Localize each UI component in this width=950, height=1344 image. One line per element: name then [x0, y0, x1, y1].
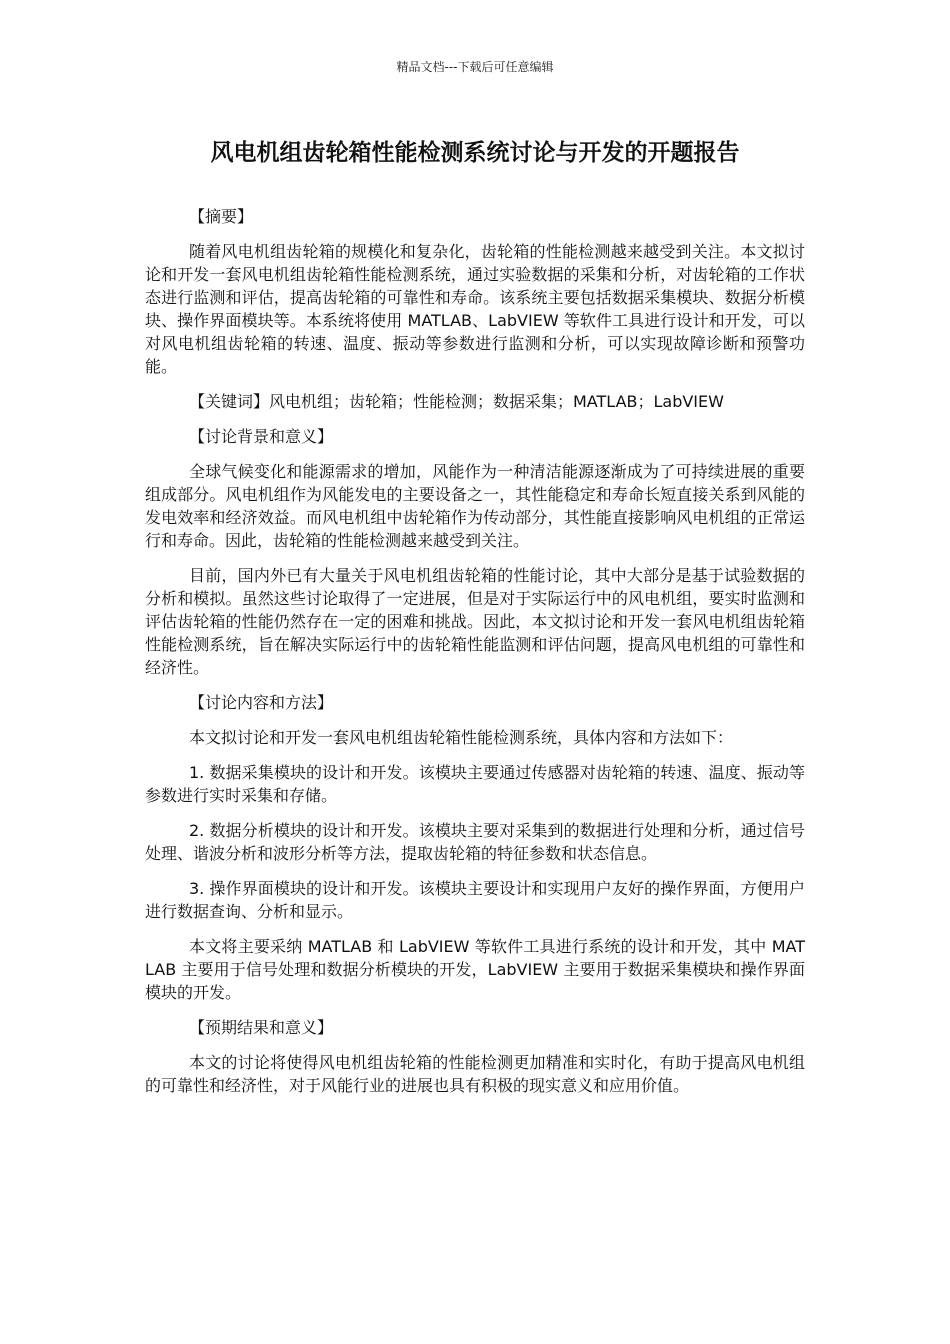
header-note: 精品文档---下载后可任意编辑	[396, 60, 554, 74]
methods-item-2: 2. 数据分析模块的设计和开发。该模块主要对采集到的数据进行处理和分析，通过信号处理、谐波分析和波形分析等方法，提取齿轮箱的特征参数和状态信息。	[145, 821, 805, 863]
methods-item-3: 3. 操作界面模块的设计和开发。该模块主要设计和实现用户友好的操作界面，方便用户进行数据查询、分析和显示。	[145, 879, 805, 921]
abstract-heading: 【摘要】	[189, 207, 254, 226]
methods-heading: 【讨论内容和方法】	[189, 693, 334, 712]
methods-intro: 本文拟讨论和开发一套风电机组齿轮箱性能检测系统，具体内容和方法如下：	[189, 728, 734, 747]
background-paragraph-1: 全球气候变化和能源需求的增加，风能作为一种清洁能源逐渐成为了可持续进展的重要组成部分。风电机组作为风能发电的主要设备之一，其性能稳定和寿命长短直接关系到风能的发电效率和经济效益。而风电机组中齿轮箱作为传动部分，其性能直接影响风电机组的正常运行和寿命。因此，齿轮箱的性能检测越来越受到关注。	[145, 462, 805, 550]
keywords-line: 【关键词】风电机组；齿轮箱；性能检测；数据采集；MATLAB；LabVIEW	[189, 392, 724, 411]
methods-item-1: 1. 数据采集模块的设计和开发。该模块主要通过传感器对齿轮箱的转速、温度、振动等参数进行实时采集和存储。	[145, 763, 805, 805]
results-heading: 【预期结果和意义】	[189, 1018, 334, 1037]
document-body	[145, 205, 805, 1109]
background-heading: 【讨论背景和意义】	[189, 427, 334, 446]
background-paragraph-2: 目前，国内外已有大量关于风电机组齿轮箱的性能讨论，其中大部分是基于试验数据的分析和模拟。虽然这些讨论取得了一定进展，但是对于实际运行中的风电机组，要实时监测和评估齿轮箱的性能仍然存在一定的困难和挑战。因此，本文拟讨论和开发一套风电机组齿轮箱性能检测系统，旨在解决实际运行中的齿轮箱性能监测和评估问题，提高风电机组的可靠性和经济性。	[145, 566, 805, 677]
methods-tools-paragraph: 本文将主要采纳 MATLAB 和 LabVIEW 等软件工具进行系统的设计和开发，其中 MATLAB 主要用于信号处理和数据分析模块的开发，LabVIEW 主要用于数据采集模块和操作界面模块的开发。	[145, 937, 805, 1002]
abstract-paragraph: 随着风电机组齿轮箱的规模化和复杂化，齿轮箱的性能检测越来越受到关注。本文拟讨论和开发一套风电机组齿轮箱性能检测系统，通过实验数据的采集和分析，对齿轮箱的工作状态进行监测和评估，提高齿轮箱的可靠性和寿命。该系统主要包括数据采集模块、数据分析模块、操作界面模块等。本系统将使用 MATLAB、LabVIEW 等软件工具进行设计和开发，可以对风电机组齿轮箱的转速、温度、振动等参数进行监测和分析，可以实现故障诊断和预警功能。	[145, 242, 805, 376]
document-title: 风电机组齿轮箱性能检测系统讨论与开发的开题报告	[210, 140, 740, 166]
results-paragraph: 本文的讨论将使得风电机组齿轮箱的性能检测更加精准和实时化，有助于提高风电机组的可靠性和经济性，对于风能行业的进展也具有积极的现实意义和应用价值。	[145, 1053, 805, 1095]
